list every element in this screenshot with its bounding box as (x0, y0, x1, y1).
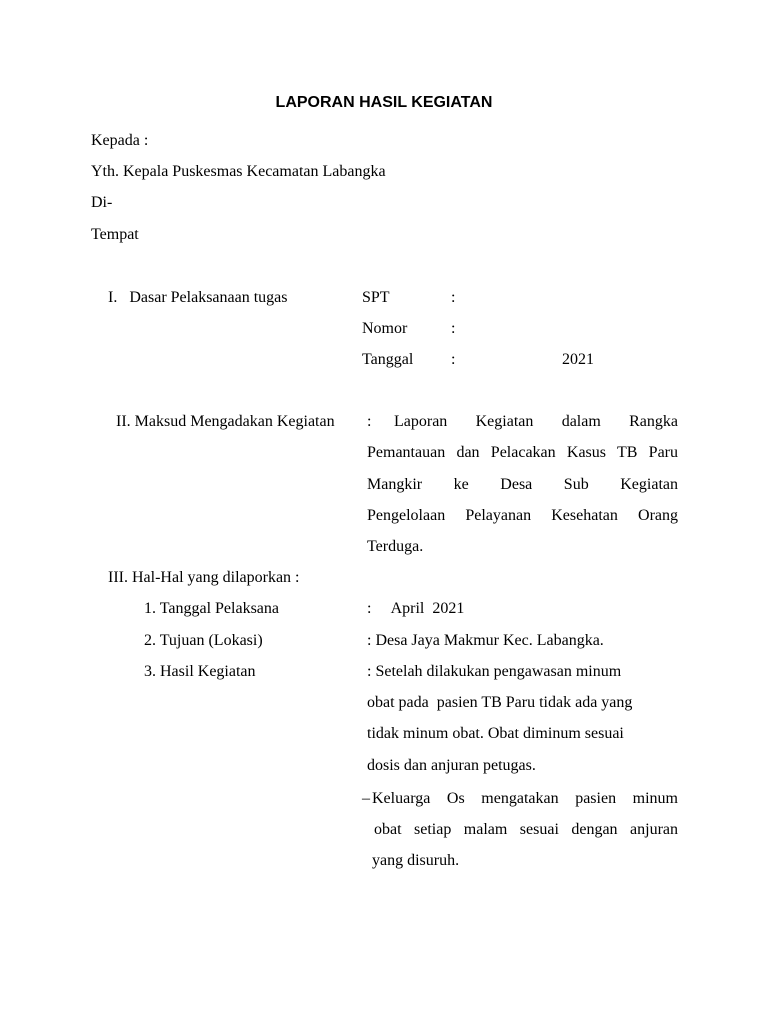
section-2-colon: : (367, 413, 372, 430)
section-2-line-4: Pengelolaan Pelayanan Kesehatan Orang (367, 507, 678, 524)
spt-key: SPT (362, 289, 390, 306)
tanggal-value: 2021 (562, 351, 594, 368)
nomor-key: Nomor (362, 320, 408, 337)
item-3-value: : Setelah dilakukan pengawasan minum (367, 663, 622, 680)
section-2-line-2: Pemantauan dan Pelacakan Kasus TB Paru (367, 444, 678, 461)
document-title: LAPORAN HASIL KEGIATAN (275, 94, 493, 111)
bullet-dash: – (362, 790, 370, 807)
section-1-label: I. Dasar Pelaksanaan tugas (108, 289, 288, 306)
tanggal-key: Tanggal (362, 351, 414, 368)
result-line-2: tidak minum obat. Obat diminum sesuai (367, 725, 624, 742)
section-2-label: II. Maksud Mengadakan Kegiatan (116, 413, 335, 430)
result-line-1: obat pada pasien TB Paru tidak ada yang (367, 694, 633, 711)
section-2-line-3: Mangkir ke Desa Sub Kegiatan (367, 476, 678, 493)
address-di: Di- (91, 194, 113, 211)
result-line-3: dosis dan anjuran petugas. (367, 757, 536, 774)
item-2-label: 2. Tujuan (Lokasi) (144, 632, 263, 649)
address-recipient: Yth. Kepala Puskesmas Kecamatan Labangka (91, 163, 386, 180)
nomor-colon: : (451, 320, 456, 337)
item-2-value: : Desa Jaya Makmur Kec. Labangka. (367, 632, 604, 649)
tanggal-colon: : (451, 351, 456, 368)
section-3-label: III. Hal-Hal yang dilaporkan : (108, 569, 300, 586)
bullet-line-1: Keluarga Os mengatakan pasien minum (372, 790, 678, 807)
item-1-value: : April 2021 (367, 600, 465, 617)
section-2-line-1: Laporan Kegiatan dalam Rangka (394, 413, 678, 430)
spt-colon: : (451, 289, 456, 306)
address-to: Kepada : (91, 132, 149, 149)
address-place: Tempat (91, 226, 139, 243)
section-2-line-5: Terduga. (367, 538, 424, 555)
bullet-line-3: yang disuruh. (372, 852, 460, 869)
item-3-label: 3. Hasil Kegiatan (144, 663, 256, 680)
item-1-label: 1. Tanggal Pelaksana (144, 600, 279, 617)
bullet-line-2: obat setiap malam sesuai dengan anjuran (374, 821, 678, 838)
